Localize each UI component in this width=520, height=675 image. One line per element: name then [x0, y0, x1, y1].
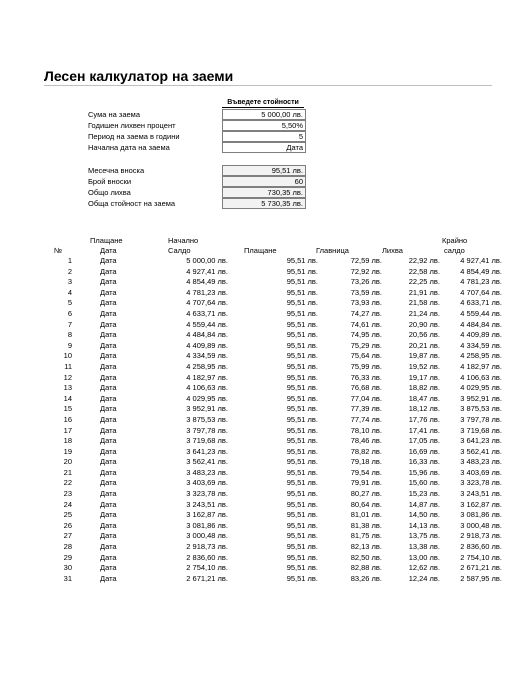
summary-row-monthly-payment [88, 165, 304, 176]
payment-number-cell: 22 [63, 478, 72, 488]
principal-amount-cell: 80,27 лв. [350, 489, 382, 499]
table-row [52, 298, 502, 309]
interest-amount-cell: 20,90 лв. [408, 319, 440, 329]
header-end-balance-bottom: салдо [444, 246, 465, 255]
payment-date-cell: Дата [100, 542, 117, 552]
payment-number-cell: 21 [63, 467, 72, 477]
beginning-balance-cell: 3 081,86 лв. [186, 520, 228, 530]
payment-number-cell: 27 [63, 531, 72, 541]
inputs-header: Въведете стойности [222, 99, 304, 108]
interest-amount-cell: 12,24 лв. [408, 573, 440, 583]
input-row-interest-rate [88, 120, 304, 131]
table-row [52, 256, 502, 267]
header-end-balance-top: Крайно [442, 236, 468, 245]
interest-amount-cell: 21,91 лв. [408, 287, 440, 297]
ending-balance-cell: 3 162,87 лв. [460, 499, 502, 509]
payment-amount-cell: 95,51 лв. [286, 467, 318, 477]
ending-balance-cell: 3 243,51 лв. [460, 489, 502, 499]
ending-balance-cell: 3 562,41 лв. [460, 446, 502, 456]
interest-amount-cell: 22,92 лв. [408, 256, 440, 265]
input-row-start-date [88, 142, 304, 153]
ending-balance-cell: 2 918,73 лв. [460, 531, 502, 541]
payment-date-cell: Дата [100, 478, 117, 488]
beginning-balance-cell: 4 707,64 лв. [186, 298, 228, 308]
summary-label: Обща стойност на заема [88, 199, 176, 208]
interest-amount-cell: 18,82 лв. [408, 383, 440, 393]
interest-amount-cell: 18,12 лв. [408, 404, 440, 414]
summary-label: Брой вноски [88, 177, 132, 186]
payment-number-cell: 31 [63, 573, 72, 583]
beginning-balance-cell: 2 918,73 лв. [186, 542, 228, 552]
beginning-balance-cell: 3 403,69 лв. [186, 478, 228, 488]
payment-date-cell: Дата [100, 340, 117, 350]
interest-amount-cell: 17,41 лв. [408, 425, 440, 435]
payment-amount-cell: 95,51 лв. [286, 361, 318, 371]
payment-date-cell: Дата [100, 319, 117, 329]
table-row [52, 309, 502, 320]
payment-date-cell: Дата [100, 393, 117, 403]
ending-balance-cell: 4 106,63 лв. [460, 372, 502, 382]
payment-number-cell: 23 [63, 489, 72, 499]
table-row [52, 426, 502, 437]
payment-amount-cell: 95,51 лв. [286, 340, 318, 350]
table-row [52, 478, 502, 489]
beginning-balance-cell: 3 875,53 лв. [186, 414, 228, 424]
payment-date-cell: Дата [100, 552, 117, 562]
payment-number-cell: 24 [63, 499, 72, 509]
ending-balance-cell: 4 484,84 лв. [460, 319, 502, 329]
payment-date-cell: Дата [100, 489, 117, 499]
beginning-balance-cell: 3 797,78 лв. [186, 425, 228, 435]
payment-amount-cell: 95,51 лв. [286, 414, 318, 424]
interest-amount-cell: 12,62 лв. [408, 563, 440, 573]
principal-amount-cell: 74,61 лв. [350, 319, 382, 329]
beginning-balance-cell: 2 671,21 лв. [186, 573, 228, 583]
payment-number-cell: 15 [63, 404, 72, 414]
ending-balance-cell: 4 334,59 лв. [460, 340, 502, 350]
payment-amount-cell: 95,51 лв. [286, 351, 318, 361]
interest-amount-cell: 18,47 лв. [408, 393, 440, 403]
payment-date-cell: Дата [100, 308, 117, 318]
payment-amount-cell: 95,51 лв. [286, 404, 318, 414]
payment-number-cell: 12 [63, 372, 72, 382]
interest-amount-cell: 22,25 лв. [408, 277, 440, 287]
table-row [52, 341, 502, 352]
payment-date-cell: Дата [100, 436, 117, 446]
payment-amount-cell: 95,51 лв. [286, 478, 318, 488]
ending-balance-cell: 3 641,23 лв. [460, 436, 502, 446]
payment-date-cell: Дата [100, 425, 117, 435]
header-principal: Главница [316, 246, 349, 255]
summary-row-total-cost [88, 198, 304, 209]
table-row [52, 457, 502, 468]
payment-amount-cell: 95,51 лв. [286, 573, 318, 583]
interest-amount-cell: 16,33 лв. [408, 457, 440, 467]
payment-date-cell: Дата [100, 351, 117, 361]
interest-amount-cell: 21,58 лв. [408, 298, 440, 308]
principal-amount-cell: 78,82 лв. [350, 446, 382, 456]
table-row [52, 574, 502, 585]
interest-amount-cell: 14,50 лв. [408, 510, 440, 520]
principal-amount-cell: 74,27 лв. [350, 308, 382, 318]
payment-date-cell: Дата [100, 372, 117, 382]
table-row [52, 563, 502, 574]
beginning-balance-cell: 3 162,87 лв. [186, 510, 228, 520]
header-payment: Плащане [244, 246, 277, 255]
beginning-balance-cell: 4 854,49 лв. [186, 277, 228, 287]
payment-number-cell: 6 [67, 308, 72, 318]
beginning-balance-cell: 4 484,84 лв. [186, 330, 228, 340]
principal-amount-cell: 77,39 лв. [350, 404, 382, 414]
payment-number-cell: 26 [63, 520, 72, 530]
header-interest: Лихва [382, 246, 403, 255]
payment-number-cell: 7 [67, 319, 72, 329]
ending-balance-cell: 4 633,71 лв. [460, 298, 502, 308]
payment-amount-cell: 95,51 лв. [286, 520, 318, 530]
payment-number-cell: 19 [63, 446, 72, 456]
payment-amount-cell: 95,51 лв. [286, 457, 318, 467]
page-title: Лесен калкулатор на заеми [44, 68, 234, 84]
payment-number-cell: 3 [67, 277, 72, 287]
principal-amount-cell: 76,68 лв. [350, 383, 382, 393]
table-row [52, 531, 502, 542]
header-payment-date-top: Плащане [90, 236, 123, 245]
beginning-balance-cell: 3 719,68 лв. [186, 436, 228, 446]
payment-schedule-table [52, 256, 502, 584]
table-row [52, 277, 502, 288]
ending-balance-cell: 2 671,21 лв. [460, 563, 502, 573]
table-row [52, 373, 502, 384]
table-row [52, 436, 502, 447]
interest-amount-cell: 13,38 лв. [408, 542, 440, 552]
payment-number-cell: 1 [67, 256, 72, 265]
table-row [52, 415, 502, 426]
payment-amount-cell: 95,51 лв. [286, 330, 318, 340]
ending-balance-cell: 3 323,78 лв. [460, 478, 502, 488]
principal-amount-cell: 72,92 лв. [350, 266, 382, 276]
ending-balance-cell: 4 182,97 лв. [460, 361, 502, 371]
ending-balance-cell: 4 781,23 лв. [460, 277, 502, 287]
interest-amount-cell: 22,58 лв. [408, 266, 440, 276]
beginning-balance-cell: 4 781,23 лв. [186, 287, 228, 297]
table-row [52, 394, 502, 405]
payment-amount-cell: 95,51 лв. [286, 256, 318, 265]
payment-date-cell: Дата [100, 446, 117, 456]
ending-balance-cell: 2 836,60 лв. [460, 542, 502, 552]
interest-amount-cell: 17,05 лв. [408, 436, 440, 446]
ending-balance-cell: 4 927,41 лв. [460, 256, 502, 265]
table-row [52, 288, 502, 299]
interest-amount-cell: 13,75 лв. [408, 531, 440, 541]
payment-number-cell: 11 [64, 361, 72, 371]
beginning-balance-cell: 3 483,23 лв. [186, 467, 228, 477]
payment-number-cell: 16 [63, 414, 72, 424]
header-begin-balance-top: Начално [168, 236, 199, 245]
interest-rate-field[interactable]: 5,50% [222, 120, 306, 131]
table-row [52, 489, 502, 500]
header-begin-balance-bottom: Салдо [168, 246, 191, 255]
interest-amount-cell: 14,13 лв. [408, 520, 440, 530]
payment-amount-cell: 95,51 лв. [286, 298, 318, 308]
payment-date-cell: Дата [100, 383, 117, 393]
payment-amount-cell: 95,51 лв. [286, 308, 318, 318]
payment-date-cell: Дата [100, 404, 117, 414]
payment-amount-cell: 95,51 лв. [286, 393, 318, 403]
payment-amount-cell: 95,51 лв. [286, 425, 318, 435]
title-divider [44, 85, 492, 86]
table-row [52, 267, 502, 278]
beginning-balance-cell: 4 409,89 лв. [186, 340, 228, 350]
principal-amount-cell: 82,13 лв. [350, 542, 382, 552]
table-row [52, 383, 502, 394]
principal-amount-cell: 81,01 лв. [350, 510, 382, 520]
payment-date-cell: Дата [100, 266, 117, 276]
beginning-balance-cell: 4 334,59 лв. [186, 351, 228, 361]
loan-period-field[interactable]: 5 [222, 131, 306, 142]
ending-balance-cell: 4 707,64 лв. [460, 287, 502, 297]
payment-amount-cell: 95,51 лв. [286, 489, 318, 499]
summary-label: Общо лихва [88, 188, 131, 197]
ending-balance-cell: 3 081,86 лв. [460, 510, 502, 520]
input-label: Начална дата на заема [88, 143, 170, 152]
payment-date-cell: Дата [100, 499, 117, 509]
interest-amount-cell: 15,60 лв. [408, 478, 440, 488]
payment-number-cell: 2 [67, 266, 72, 276]
interest-amount-cell: 14,87 лв. [408, 499, 440, 509]
ending-balance-cell: 3 952,91 лв. [460, 393, 502, 403]
interest-amount-cell: 19,87 лв. [408, 351, 440, 361]
payment-amount-cell: 95,51 лв. [286, 531, 318, 541]
summary-row-total-interest [88, 187, 304, 198]
beginning-balance-cell: 3 323,78 лв. [186, 489, 228, 499]
total-cost-value: 5 730,35 лв. [222, 198, 306, 209]
summary-row-number-of-payments [88, 176, 304, 187]
table-row [52, 542, 502, 553]
ending-balance-cell: 2 587,95 лв. [460, 573, 502, 583]
interest-amount-cell: 16,69 лв. [408, 446, 440, 456]
payment-number-cell: 14 [63, 393, 72, 403]
interest-amount-cell: 19,52 лв. [408, 361, 440, 371]
payment-number-cell: 9 [67, 340, 72, 350]
beginning-balance-cell: 4 927,41 лв. [186, 266, 228, 276]
principal-amount-cell: 77,74 лв. [350, 414, 382, 424]
payment-amount-cell: 95,51 лв. [286, 542, 318, 552]
payment-number-cell: 13 [63, 383, 72, 393]
principal-amount-cell: 80,64 лв. [350, 499, 382, 509]
beginning-balance-cell: 3 562,41 лв. [186, 457, 228, 467]
principal-amount-cell: 76,33 лв. [350, 372, 382, 382]
header-number: № [54, 246, 63, 255]
principal-amount-cell: 79,18 лв. [350, 457, 382, 467]
principal-amount-cell: 78,10 лв. [350, 425, 382, 435]
payment-date-cell: Дата [100, 287, 117, 297]
payment-date-cell: Дата [100, 573, 117, 583]
payment-amount-cell: 95,51 лв. [286, 436, 318, 446]
beginning-balance-cell: 4 106,63 лв. [186, 383, 228, 393]
table-row [52, 521, 502, 532]
payment-date-cell: Дата [100, 414, 117, 424]
beginning-balance-cell: 3 000,48 лв. [186, 531, 228, 541]
principal-amount-cell: 73,93 лв. [350, 298, 382, 308]
input-label: Период на заема в години [88, 132, 180, 141]
payment-number-cell: 10 [63, 351, 72, 361]
beginning-balance-cell: 2 754,10 лв. [186, 563, 228, 573]
beginning-balance-cell: 3 641,23 лв. [186, 446, 228, 456]
payment-date-cell: Дата [100, 361, 117, 371]
payment-amount-cell: 95,51 лв. [286, 266, 318, 276]
payment-number-cell: 28 [63, 542, 72, 552]
table-row [52, 510, 502, 521]
payment-date-cell: Дата [100, 256, 117, 265]
loan-amount-field[interactable]: 5 000,00 лв. [222, 109, 306, 120]
payment-date-cell: Дата [100, 298, 117, 308]
payment-amount-cell: 95,51 лв. [286, 383, 318, 393]
payment-amount-cell: 95,51 лв. [286, 563, 318, 573]
payment-date-cell: Дата [100, 510, 117, 520]
principal-amount-cell: 79,54 лв. [350, 467, 382, 477]
principal-amount-cell: 75,29 лв. [350, 340, 382, 350]
principal-amount-cell: 75,64 лв. [350, 351, 382, 361]
payment-number-cell: 8 [67, 330, 72, 340]
payment-amount-cell: 95,51 лв. [286, 510, 318, 520]
table-row [52, 553, 502, 564]
interest-amount-cell: 20,56 лв. [408, 330, 440, 340]
principal-amount-cell: 78,46 лв. [350, 436, 382, 446]
table-row [52, 500, 502, 511]
payment-number-cell: 4 [67, 287, 72, 297]
principal-amount-cell: 75,99 лв. [350, 361, 382, 371]
payment-number-cell: 18 [63, 436, 72, 446]
ending-balance-cell: 4 029,95 лв. [460, 383, 502, 393]
ending-balance-cell: 4 559,44 лв. [460, 308, 502, 318]
beginning-balance-cell: 2 836,60 лв. [186, 552, 228, 562]
principal-amount-cell: 81,75 лв. [350, 531, 382, 541]
payment-date-cell: Дата [100, 457, 117, 467]
table-row [52, 447, 502, 458]
interest-amount-cell: 15,96 лв. [408, 467, 440, 477]
input-row-loan-amount [88, 109, 304, 120]
ending-balance-cell: 4 258,95 лв. [460, 351, 502, 361]
table-row [52, 351, 502, 362]
interest-amount-cell: 20,21 лв. [408, 340, 440, 350]
payment-date-cell: Дата [100, 531, 117, 541]
beginning-balance-cell: 4 559,44 лв. [186, 319, 228, 329]
payment-date-cell: Дата [100, 467, 117, 477]
ending-balance-cell: 4 854,49 лв. [460, 266, 502, 276]
total-interest-value: 730,35 лв. [222, 187, 306, 198]
ending-balance-cell: 2 754,10 лв. [460, 552, 502, 562]
beginning-balance-cell: 3 243,51 лв. [186, 499, 228, 509]
payment-number-cell: 29 [63, 552, 72, 562]
payment-number-cell: 20 [63, 457, 72, 467]
ending-balance-cell: 3 000,48 лв. [460, 520, 502, 530]
payment-amount-cell: 95,51 лв. [286, 552, 318, 562]
payment-amount-cell: 95,51 лв. [286, 372, 318, 382]
payment-date-cell: Дата [100, 520, 117, 530]
table-row [52, 330, 502, 341]
number-of-payments-value: 60 [222, 176, 306, 187]
payment-number-cell: 17 [63, 425, 72, 435]
principal-amount-cell: 73,59 лв. [350, 287, 382, 297]
beginning-balance-cell: 3 952,91 лв. [186, 404, 228, 414]
interest-amount-cell: 21,24 лв. [408, 308, 440, 318]
payment-date-cell: Дата [100, 563, 117, 573]
principal-amount-cell: 72,59 лв. [350, 256, 382, 265]
input-row-loan-period [88, 131, 304, 142]
beginning-balance-cell: 4 258,95 лв. [186, 361, 228, 371]
table-row [52, 320, 502, 331]
principal-amount-cell: 82,88 лв. [350, 563, 382, 573]
principal-amount-cell: 73,26 лв. [350, 277, 382, 287]
beginning-balance-cell: 4 029,95 лв. [186, 393, 228, 403]
principal-amount-cell: 77,04 лв. [350, 393, 382, 403]
payment-amount-cell: 95,51 лв. [286, 319, 318, 329]
payment-number-cell: 30 [63, 563, 72, 573]
ending-balance-cell: 3 403,69 лв. [460, 467, 502, 477]
payment-amount-cell: 95,51 лв. [286, 499, 318, 509]
principal-amount-cell: 81,38 лв. [350, 520, 382, 530]
interest-amount-cell: 19,17 лв. [408, 372, 440, 382]
table-row [52, 362, 502, 373]
ending-balance-cell: 3 797,78 лв. [460, 414, 502, 424]
beginning-balance-cell: 4 633,71 лв. [186, 308, 228, 318]
payment-date-cell: Дата [100, 330, 117, 340]
principal-amount-cell: 79,91 лв. [350, 478, 382, 488]
input-label: Сума на заема [88, 110, 140, 119]
ending-balance-cell: 4 409,89 лв. [460, 330, 502, 340]
summary-label: Месечна вноска [88, 166, 145, 175]
beginning-balance-cell: 5 000,00 лв. [186, 256, 228, 265]
ending-balance-cell: 3 719,68 лв. [460, 425, 502, 435]
ending-balance-cell: 3 875,53 лв. [460, 404, 502, 414]
start-date-field[interactable]: Дата [222, 142, 306, 153]
interest-amount-cell: 15,23 лв. [408, 489, 440, 499]
input-label: Годишен лихвен процент [88, 121, 176, 130]
payment-amount-cell: 95,51 лв. [286, 446, 318, 456]
payment-date-cell: Дата [100, 277, 117, 287]
principal-amount-cell: 74,95 лв. [350, 330, 382, 340]
table-row [52, 404, 502, 415]
payment-amount-cell: 95,51 лв. [286, 287, 318, 297]
interest-amount-cell: 17,76 лв. [408, 414, 440, 424]
interest-amount-cell: 13,00 лв. [408, 552, 440, 562]
monthly-payment-value: 95,51 лв. [222, 165, 306, 176]
principal-amount-cell: 83,26 лв. [350, 573, 382, 583]
table-row [52, 468, 502, 479]
payment-number-cell: 25 [63, 510, 72, 520]
principal-amount-cell: 82,50 лв. [350, 552, 382, 562]
payment-number-cell: 5 [67, 298, 72, 308]
beginning-balance-cell: 4 182,97 лв. [186, 372, 228, 382]
header-payment-date-bottom: Дата [100, 246, 117, 255]
ending-balance-cell: 3 483,23 лв. [460, 457, 502, 467]
payment-amount-cell: 95,51 лв. [286, 277, 318, 287]
